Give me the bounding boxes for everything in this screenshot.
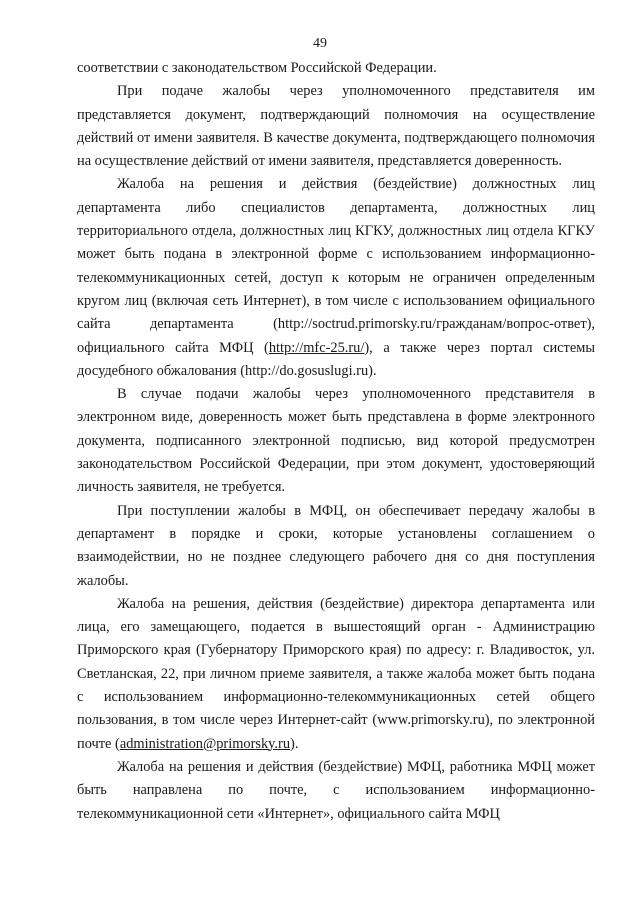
paragraph-3-text-after: ), а также через портал системы досудебного обжалования (http://do.gosuslugi.ru). — [77, 339, 595, 379]
paragraph-6-text-after: ). — [290, 735, 299, 752]
mfc-website-link[interactable]: http://mfc-25.ru/ — [268, 339, 365, 356]
paragraph-3 — [77, 173, 595, 383]
paragraph-3-text-before: Жалоба на решения и действия (бездействие) должностных лиц департамента либо специалистов департамента, должностных лиц территориального отдела, должностных лиц КГКУ, должностных лиц отдела КГКУ может быть подана в электронной форме с использованием информационно-телекоммуникационных сетей, доступ к которым не ограничен определенным кругом лиц (включая сеть Интернет), в том числе с использованием официального сайта департамента (http://soctrud.primorsky.ru/гражданам/вопрос-ответ), официального сайта МФЦ ( — [77, 176, 595, 356]
page-number: 49 — [313, 36, 327, 51]
paragraph-5: При поступлении жалобы в МФЦ, он обеспечивает передачу жалобы в департамент в порядке и сроки, которые установлены соглашением о взаимодействии, но не позднее следующего рабочего дня со дня поступления жалобы. — [77, 502, 595, 589]
paragraph-7: Жалоба на решения и действия (бездействие) МФЦ, работника МФЦ может быть направлена по почте, с использованием информационно-телекоммуникационной сети «Интернет», официального сайта МФЦ — [77, 758, 595, 822]
paragraph-1: соответствии с законодательством Российской Федерации. — [77, 60, 437, 76]
paragraph-6-text-before: Жалоба на решения, действия (бездействие) директора департамента или лица, его замещающего, подается в вышестоящий орган - Администрацию Приморского края (Губернатору Приморского края) по адресу: г. Владивосток, ул. Светланская, 22, при личном приеме заявителя, а также жалоба может быть подана с использованием информационно-телекоммуникационных сетей общего пользования, в том числе через Интернет-сайт (www.primorsky.ru), по электронной почте ( — [77, 595, 595, 752]
administration-email-link[interactable]: administration@primorsky.ru — [119, 735, 291, 752]
paragraph-6 — [77, 593, 595, 756]
document-body — [77, 57, 595, 826]
paragraph-2: При подаче жалобы через уполномоченного представителя им представляется документ, подтверждающий полномочия на осуществление действий от имени заявителя. В качестве документа, подтверждающего полномочия на осуществление действий от имени заявителя, представляется доверенность. — [77, 83, 595, 170]
paragraph-4: В случае подачи жалобы через уполномоченного представителя в электронном виде, доверенность может быть представлена в форме электронного документа, подписанного электронной подписью, вид которой предусмотрен законодательством Российской Федерации, при этом документ, удостоверяющий личность заявителя, не требуется. — [77, 386, 595, 496]
